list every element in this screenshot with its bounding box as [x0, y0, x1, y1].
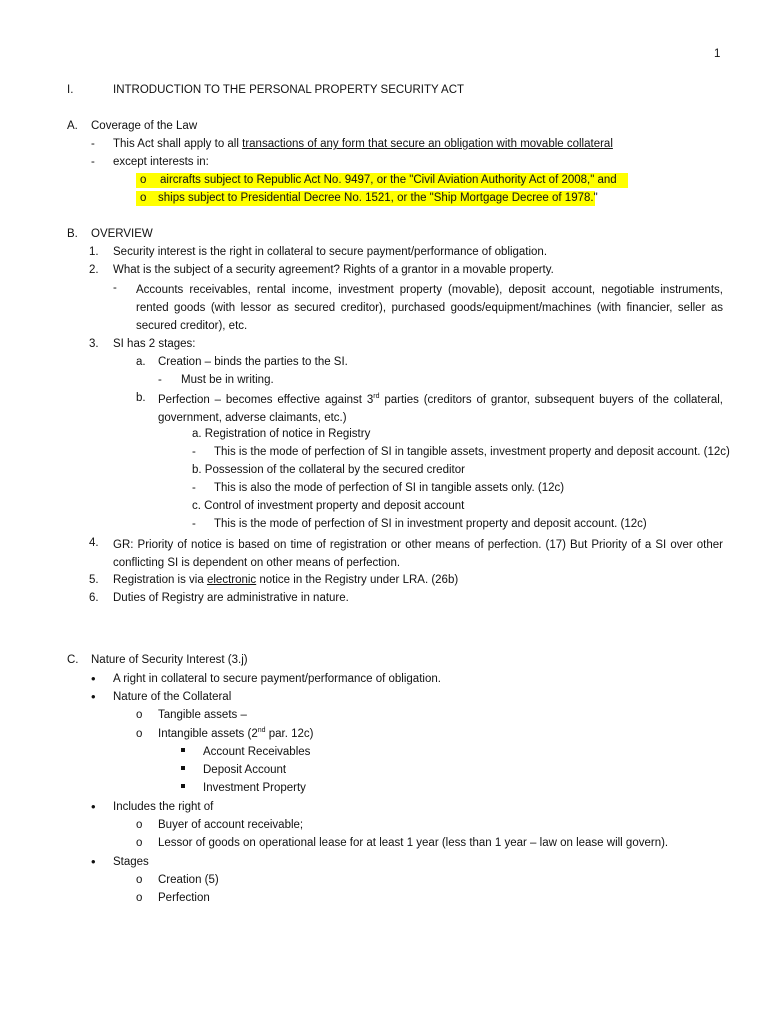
- square-bullet: [181, 781, 185, 796]
- list-number: 6.: [89, 592, 99, 604]
- list-item: Creation (5): [158, 874, 219, 886]
- square-bullet: [181, 763, 185, 778]
- dash-marker: -: [192, 518, 196, 530]
- list-item: This is the mode of perfection of SI in investment property and deposit account. (12c): [214, 518, 647, 530]
- list-item: This is also the mode of perfection of SI in tangible assets only. (12c): [214, 482, 565, 494]
- underlined-text: electronic: [206, 574, 257, 586]
- list-item: Stages: [113, 856, 149, 868]
- dash-marker: -: [91, 156, 95, 168]
- list-item: Duties of Registry are administrative in nature.: [113, 592, 349, 604]
- list-number: 5.: [89, 574, 99, 586]
- list-number: 3.: [89, 338, 99, 350]
- dash-marker: -: [158, 374, 162, 386]
- list-item: except interests in:: [113, 156, 209, 168]
- list-item: Account Receivables: [203, 746, 311, 758]
- underlined-text: transactions of any form that secure an obligation with movable collateral: [242, 138, 613, 150]
- list-item: Deposit Account: [203, 764, 287, 776]
- circle-marker: o: [136, 819, 143, 831]
- list-item: This is the mode of perfection of SI in tangible assets, investment property and deposit account. (12c): [214, 446, 730, 458]
- bullet-marker: •: [91, 671, 96, 686]
- list-item: Lessor of goods on operational lease for at least 1 year (less than 1 year – law on lease will govern).: [158, 837, 669, 849]
- bullet-marker: •: [91, 689, 96, 704]
- list-item: Nature of the Collateral: [113, 691, 232, 703]
- list-item: b. Possession of the collateral by the secured creditor: [192, 464, 465, 476]
- list-item: [158, 391, 723, 427]
- text: Registration is via: [113, 574, 207, 586]
- list-item: Accounts receivables, rental income, investment property (movable), deposit account, negotiable instruments, rented goods (with lessor as secured creditor), purchased goods/equipment/machines (with financier, seller as secured creditor), etc.: [136, 284, 723, 332]
- section-letter: C.: [67, 654, 79, 666]
- section-heading: OVERVIEW: [91, 228, 153, 240]
- circle-marker: o: [136, 837, 143, 849]
- list-item: What is the subject of a security agreement? Rights of a grantor in a movable property.: [113, 264, 554, 276]
- list-letter: a.: [136, 356, 146, 368]
- text: Perfection – becomes effective against 3: [158, 394, 374, 406]
- list-item: Includes the right of: [113, 801, 214, 813]
- list-item: Investment Property: [203, 782, 306, 794]
- circle-marker: o: [136, 728, 143, 740]
- dash-marker: -: [192, 446, 196, 458]
- text: ships subject to Presidential Decree No. 1521, or the "Ship Mortgage Decree of 1978.": [158, 192, 598, 204]
- page-number: 1: [714, 48, 721, 60]
- text: notice in the Registry under LRA. (26b): [256, 574, 459, 586]
- list-item: A right in collateral to secure payment/performance of obligation.: [113, 673, 441, 685]
- section-title: INTRODUCTION TO THE PERSONAL PROPERTY SECURITY ACT: [113, 84, 465, 96]
- section-number: I.: [67, 84, 74, 96]
- list-item: a. Registration of notice in Registry: [192, 428, 371, 440]
- list-number: 1.: [89, 246, 99, 258]
- superscript: nd: [257, 727, 266, 735]
- list-number: 2.: [89, 264, 99, 276]
- list-item: Tangible assets –: [158, 709, 247, 721]
- text: par. 12c): [265, 728, 314, 740]
- bullet-marker: •: [91, 799, 96, 814]
- list-number: 4.: [89, 537, 99, 549]
- list-item: Must be in writing.: [181, 374, 274, 386]
- dash-marker: -: [192, 482, 196, 494]
- circle-marker: o: [136, 892, 143, 904]
- circle-marker: o: [136, 874, 143, 886]
- text: aircrafts subject to Republic Act No. 9497, or the "Civil Aviation Authority Act of 2008," and: [160, 174, 617, 186]
- list-letter: b.: [136, 392, 146, 404]
- dash-marker: -: [91, 138, 95, 150]
- list-item: GR: Priority of notice is based on time of registration or other means of perfection. (17) But Priority of a SI over other conflicting SI is dependent on other means of perfection.: [113, 539, 723, 569]
- circle-marker: o: [136, 709, 143, 721]
- list-item: SI has 2 stages:: [113, 338, 196, 350]
- list-item: [113, 573, 458, 588]
- list-item: Buyer of account receivable;: [158, 819, 304, 831]
- list-item: Security interest is the right in collateral to secure payment/performance of obligation.: [113, 246, 548, 258]
- dash-marker: -: [113, 282, 117, 294]
- section-letter: B.: [67, 228, 78, 240]
- highlighted-item: [136, 191, 598, 206]
- circle-marker: o: [140, 192, 147, 204]
- list-item: [158, 727, 313, 742]
- section-heading: Coverage of the Law: [91, 120, 198, 132]
- square-bullet: [181, 745, 185, 760]
- text: Intangible assets (2: [158, 728, 258, 740]
- superscript: rd: [373, 393, 380, 401]
- list-item: c. Control of investment property and deposit account: [192, 500, 465, 512]
- circle-marker: o: [140, 174, 147, 186]
- bullet-marker: •: [91, 854, 96, 869]
- list-item: Perfection: [158, 892, 210, 904]
- section-letter: A.: [67, 120, 78, 132]
- list-item: [113, 137, 613, 152]
- section-heading: Nature of Security Interest (3.j): [91, 654, 248, 666]
- text: This Act shall apply to all: [113, 138, 243, 150]
- highlighted-item: [136, 173, 628, 188]
- list-item: Creation – binds the parties to the SI.: [158, 356, 348, 368]
- text: parties (creditors of grantor, subsequent buyers of the collateral, government, adverse claimants, etc.): [158, 394, 723, 424]
